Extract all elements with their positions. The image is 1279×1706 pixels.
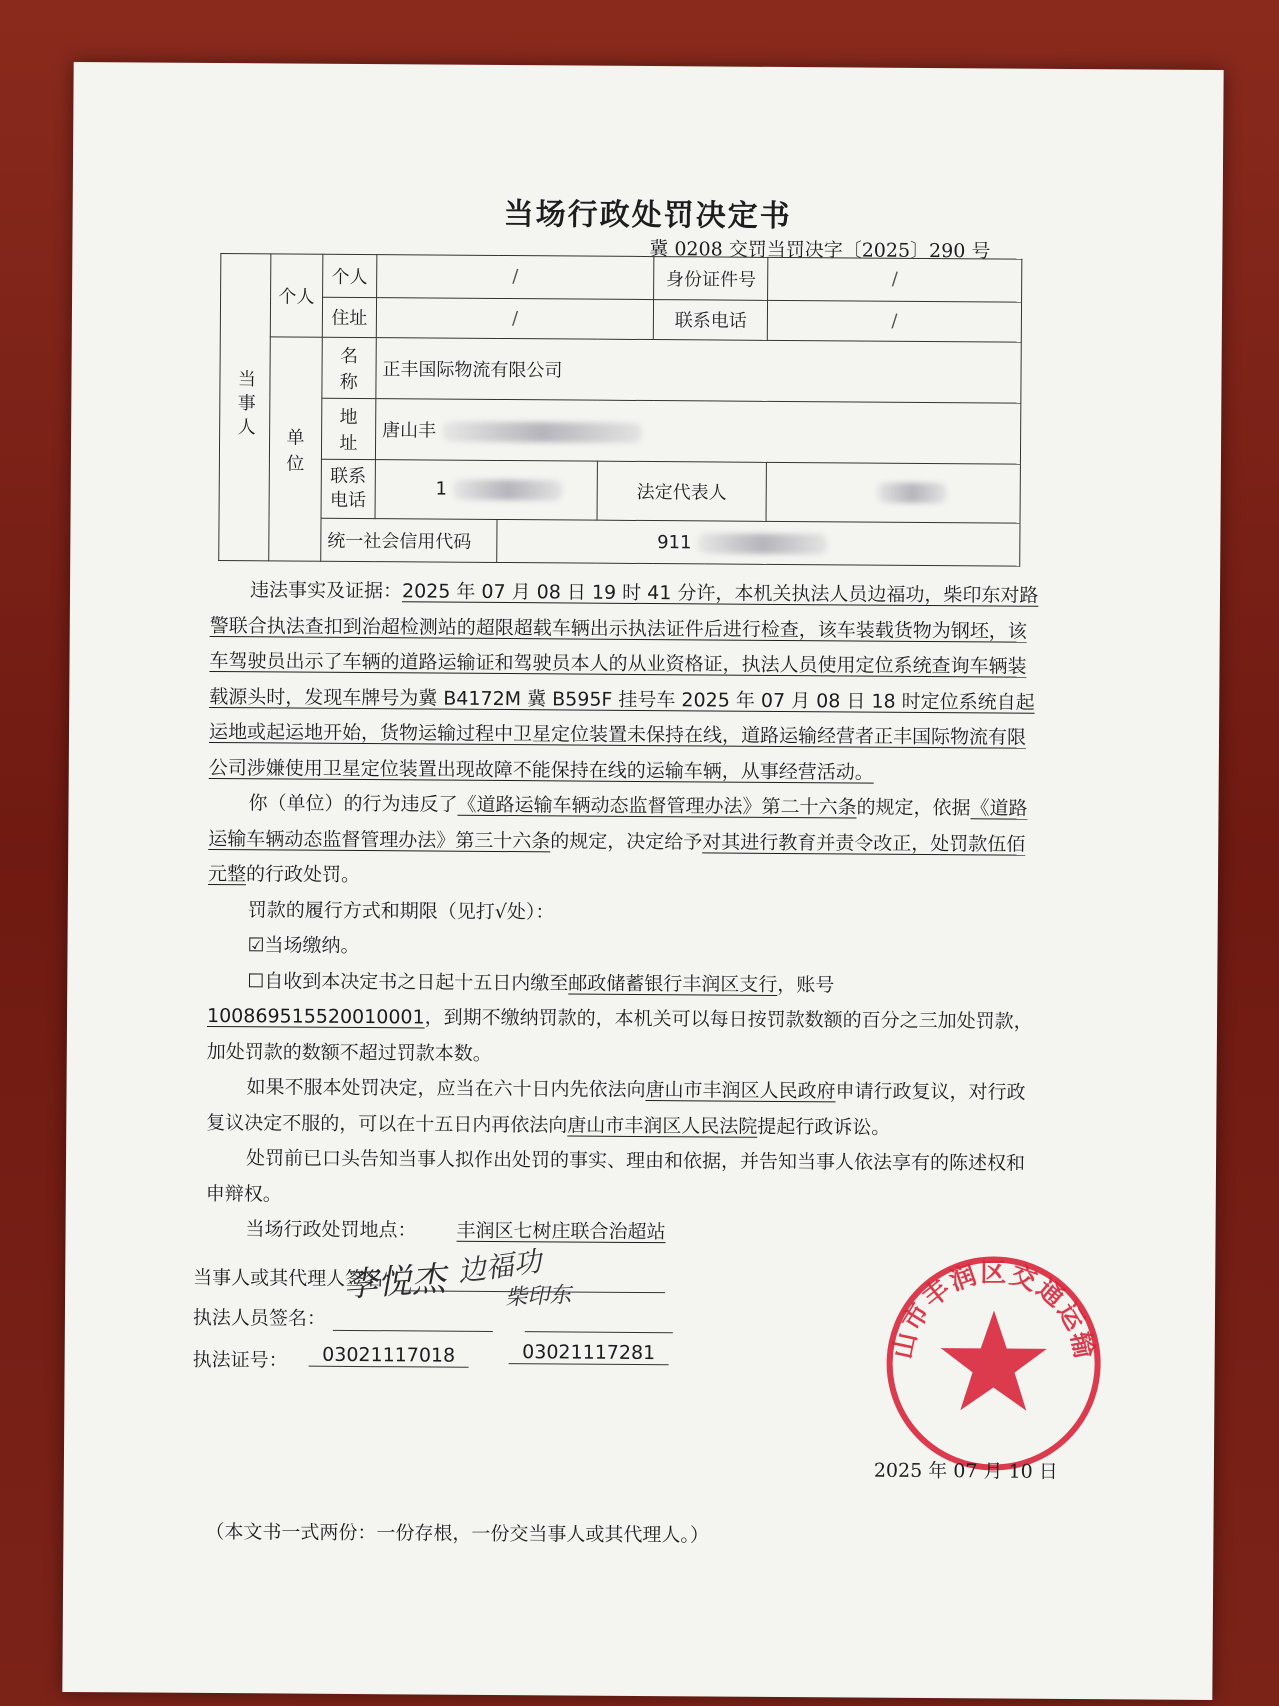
footer-note: （本文书一式两份：一份存根，一份交当事人或其代理人。） [205,1520,710,1547]
officer-sign-label: 执法人员签名： [192,1306,327,1330]
official-seal [882,1252,1106,1476]
address-value: / [376,297,654,339]
bank-name: 邮政储蓄银行丰润区支行 [568,971,778,996]
party-signature: 李悦杰 [342,1259,447,1306]
legal-rep-cell [766,462,1020,523]
facts-label: 违法事实及证据： [249,579,403,603]
document-number: 冀 0208 交罚当罚决字〔2025〕290 号 [649,238,991,263]
location-value: 丰润区七树庄联合治超站 [456,1219,666,1244]
officer-sign-line-1 [333,1330,493,1332]
legal-rep-label: 法定代表人 [597,461,767,522]
payment-label: 罚款的履行方式和期限（见打√处）： [247,898,555,923]
redacted-name [877,483,947,503]
officer-signature-2: 柴印东 [504,1282,572,1311]
appeal-government: 唐山市丰润区人民政府 [645,1079,836,1103]
id-label: 身份证件号 [654,257,768,300]
location-label: 当场行政处罚地点： [245,1218,417,1242]
contact-label: 联系电话 [321,459,375,519]
individual-name-value: / [376,255,654,300]
cert-number-2: 03021117281 [509,1341,669,1365]
redacted-phone [453,480,563,501]
officer-signature-1: 边福功 [455,1244,544,1289]
id-value: / [768,257,1022,301]
applied-law: 《道路运输车辆动态监督管理办法》第三十六条 [208,797,1028,852]
unit-address-label: 地 址 [321,398,375,459]
party-sign-label: 当事人或其代理人签名： [193,1266,403,1291]
facts-paragraph [205,573,1040,1253]
address-label: 住址 [322,297,376,338]
location-line [205,1212,1035,1253]
individual-label: 个人 [270,254,323,337]
payment-option-bank: ☐自收到本决定书之日起十五日内缴至邮政储蓄银行丰润区支行，账号100869515520010001，到期不缴纳罚款的，本机关可以每日按罚款数额的百分之三加处罚款，加处罚款的数额不超过罚款本数。 [206,969,1033,1065]
unit-name-value: 正丰国际物流有限公司 [376,338,1022,403]
credit-code-value: 911 [657,531,692,553]
decision-paragraph: 你（单位）的行为违反了《道路运输车辆动态监督管理办法》第二十六条的规定，依据《道路运输车辆动态监督管理办法》第三十六条的规定，决定给予对其进行教育并责令改正，处罚款伍佰元整的行政处罚。 [207,792,1028,887]
seal-star-icon [940,1310,1047,1411]
appeal-paragraph: 如果不服本处罚决定，应当在六十日内先依法向唐山市丰润区人民政府申请行政复议，对行政复议决定不服的，可以在十五日内再依法向唐山市丰润区人民法院提起行政诉讼。 [206,1076,1026,1139]
individual-name-label: 个人 [322,254,376,297]
contact-value: 1 [435,479,448,501]
phone-value: / [767,300,1021,342]
redacted-code [697,533,827,554]
officer-sign-line-2 [525,1331,673,1333]
unit-address-value: 唐山丰 [381,419,437,442]
party-info-table [218,253,1022,567]
credit-code-label: 统一社会信用代码 [321,519,497,563]
account-number: 100869515520010001 [206,1004,425,1029]
credit-code-cell [496,520,1020,566]
seal-text: 唐山市丰润区交通运输局 [888,1258,1100,1363]
penalty-text: 对其进行教育并责令改正，处罚款伍佰元整 [207,830,1026,886]
unit-label: 单 位 [269,337,322,561]
cert-number-1: 03021117018 [309,1344,469,1368]
unit-name-label: 名 称 [322,337,376,398]
issue-date: 2025 年 07 月 10 日 [873,1459,1058,1483]
payment-option-onsite: ☑当场缴纳。 [247,934,360,958]
appeal-court: 唐山市丰润区人民法院 [567,1113,758,1138]
party-label: 当事人 [219,254,271,561]
document-title: 当场行政处罚决定书 [503,197,792,235]
redacted-address [442,421,642,442]
contact-cell [375,459,597,520]
unit-address-cell [375,398,1021,463]
document-page [62,62,1223,1700]
violated-law: 《道路运输车辆动态监督管理办法》第二十六条 [457,793,857,819]
notice-paragraph: 处罚前已口头告知当事人拟作出处罚的事实、理由和依据，并告知当事人依法享有的陈述权和申辩权。 [205,1147,1026,1205]
facts-text: 2025 年 07 月 08 日 19 时 41 分许，本机关执法人员边福功，柴印东对路警联合执法查扣到治超检测站的超限超载车辆出示执法证件后进行检查，该车装载货物为钢坯，该车驾驶员出示了车辆的道路运输证和驾驶员本人的从业资格证，执法人员使用定位系统查询车辆装载源头时，发现车牌号为冀 B4172M 冀 B595F 挂号车 2025 年 07 月 08 日 18 时定位系统自起运地或起运地开始，货物运输过程中卫星定位装置未保持在线，道路运输经营者正丰国际物流有限公司涉嫌使用卫星定位装置出现故障不能保持在线的运输车辆，从事经营活动。 [208,580,1039,784]
phone-label: 联系电话 [654,299,768,340]
cert-label: 执法证号： [192,1348,288,1372]
